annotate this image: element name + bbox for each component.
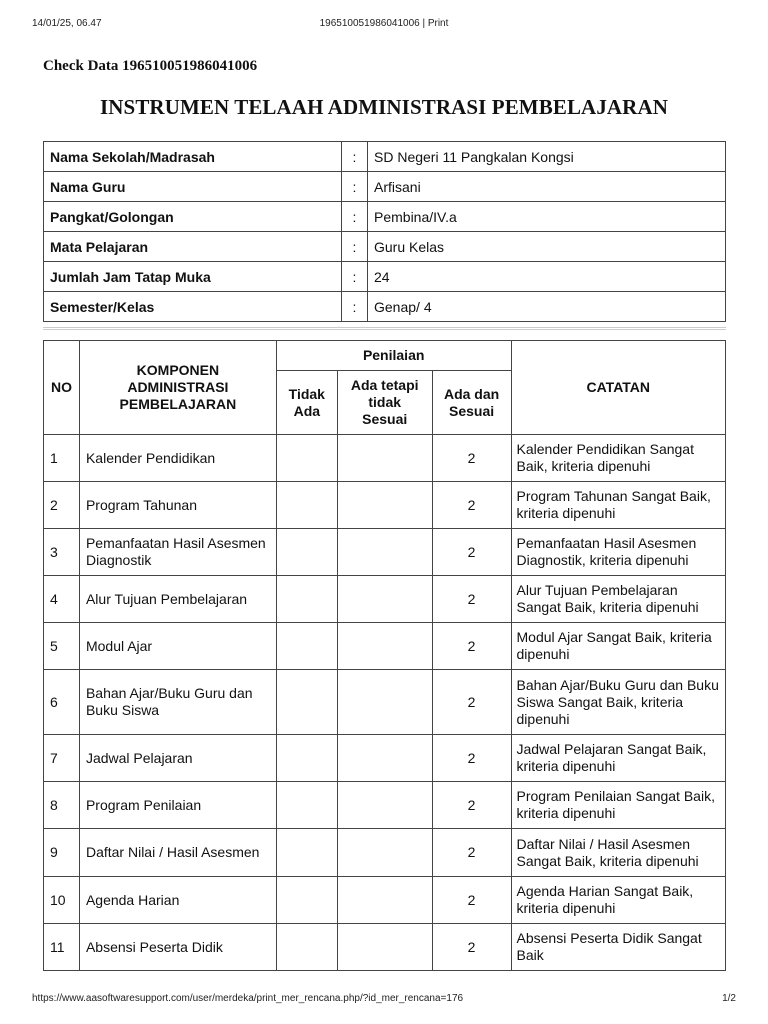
print-datetime: 14/01/25, 06.47: [32, 18, 102, 29]
info-row: [44, 142, 726, 172]
score-not-present: [276, 623, 337, 670]
row-note: Pemanfaatan Hasil Asesmen Diagnostik, kriteria dipenuhi: [511, 529, 725, 576]
table-row: [44, 576, 726, 623]
score-not-present: [276, 670, 337, 735]
score-present-not-fit: [337, 482, 432, 529]
info-label: Nama Guru: [44, 172, 342, 202]
print-page-title: 196510051986041006 | Print: [319, 18, 449, 29]
row-component: Modul Ajar: [79, 623, 276, 670]
score-present-fit: 2: [432, 482, 511, 529]
score-present-not-fit: [337, 735, 432, 782]
col-header-no: NO: [44, 341, 80, 435]
assessment-table: [43, 340, 726, 971]
row-note: Agenda Harian Sangat Baik, kriteria dipenuhi: [511, 877, 725, 924]
section-divider: [43, 327, 726, 330]
score-not-present: [276, 435, 337, 482]
score-not-present: [276, 735, 337, 782]
score-present-not-fit: [337, 435, 432, 482]
score-not-present: [276, 576, 337, 623]
row-note: Kalender Pendidikan Sangat Baik, kriteria dipenuhi: [511, 435, 725, 482]
row-number: 11: [44, 924, 80, 971]
info-row: [44, 202, 726, 232]
score-not-present: [276, 877, 337, 924]
row-number: 4: [44, 576, 80, 623]
table-row: [44, 877, 726, 924]
info-label: Semester/Kelas: [44, 292, 342, 322]
score-present-not-fit: [337, 670, 432, 735]
check-data-heading: Check Data 196510051986041006: [43, 58, 258, 74]
table-row: [44, 529, 726, 576]
info-value: Arfisani: [368, 172, 726, 202]
document-title: INSTRUMEN TELAAH ADMINISTRASI PEMBELAJARAN: [100, 95, 668, 119]
score-present-not-fit: [337, 576, 432, 623]
info-label: Mata Pelajaran: [44, 232, 342, 262]
info-value: Guru Kelas: [368, 232, 726, 262]
info-separator: :: [342, 292, 368, 322]
score-present-fit: 2: [432, 877, 511, 924]
score-present-not-fit: [337, 782, 432, 829]
table-row: [44, 735, 726, 782]
info-separator: :: [342, 142, 368, 172]
col-header-assessment: Penilaian: [276, 341, 511, 371]
row-number: 8: [44, 782, 80, 829]
teacher-info-table: [43, 141, 726, 322]
info-row: [44, 232, 726, 262]
score-not-present: [276, 829, 337, 877]
score-present-fit: 2: [432, 782, 511, 829]
info-label: Pangkat/Golongan: [44, 202, 342, 232]
row-note: Program Tahunan Sangat Baik, kriteria dipenuhi: [511, 482, 725, 529]
row-number: 9: [44, 829, 80, 877]
col-header-present-fit: Ada dan Sesuai: [432, 371, 511, 435]
col-header-not-present: Tidak Ada: [276, 371, 337, 435]
info-label: Jumlah Jam Tatap Muka: [44, 262, 342, 292]
print-url: https://www.aasoftwaresupport.com/user/merdeka/print_mer_rencana.php/?id_mer_rencana=176: [32, 993, 464, 1004]
table-row: [44, 435, 726, 482]
score-present-not-fit: [337, 829, 432, 877]
table-row: [44, 623, 726, 670]
row-number: 1: [44, 435, 80, 482]
row-component: Bahan Ajar/Buku Guru dan Buku Siswa: [79, 670, 276, 735]
row-number: 6: [44, 670, 80, 735]
print-header: [32, 18, 736, 32]
row-note: Absensi Peserta Didik Sangat Baik: [511, 924, 725, 971]
row-number: 2: [44, 482, 80, 529]
row-component: Pemanfaatan Hasil Asesmen Diagnostik: [79, 529, 276, 576]
row-component: Program Tahunan: [79, 482, 276, 529]
score-present-not-fit: [337, 877, 432, 924]
row-note: Bahan Ajar/Buku Guru dan Buku Siswa Sangat Baik, kriteria dipenuhi: [511, 670, 725, 735]
score-present-not-fit: [337, 529, 432, 576]
print-page-number: 1/2: [722, 993, 736, 1004]
score-present-fit: 2: [432, 529, 511, 576]
print-footer: [32, 993, 736, 1004]
row-number: 7: [44, 735, 80, 782]
row-note: Modul Ajar Sangat Baik, kriteria dipenuhi: [511, 623, 725, 670]
row-component: Daftar Nilai / Hasil Asesmen: [79, 829, 276, 877]
info-label: Nama Sekolah/Madrasah: [44, 142, 342, 172]
info-row: [44, 292, 726, 322]
row-component: Kalender Pendidikan: [79, 435, 276, 482]
score-not-present: [276, 782, 337, 829]
table-row: [44, 829, 726, 877]
info-separator: :: [342, 202, 368, 232]
row-note: Program Penilaian Sangat Baik, kriteria dipenuhi: [511, 782, 725, 829]
col-header-component: KOMPONEN ADMINISTRASI PEMBELAJARAN: [79, 341, 276, 435]
table-row: [44, 482, 726, 529]
info-separator: :: [342, 232, 368, 262]
info-row: [44, 262, 726, 292]
row-component: Program Penilaian: [79, 782, 276, 829]
col-header-present-not-fit: Ada tetapi tidak Sesuai: [337, 371, 432, 435]
score-present-not-fit: [337, 924, 432, 971]
row-component: Alur Tujuan Pembelajaran: [79, 576, 276, 623]
row-number: 10: [44, 877, 80, 924]
table-row: [44, 670, 726, 735]
row-component: Absensi Peserta Didik: [79, 924, 276, 971]
row-number: 5: [44, 623, 80, 670]
score-present-fit: 2: [432, 435, 511, 482]
score-not-present: [276, 924, 337, 971]
score-present-fit: 2: [432, 576, 511, 623]
score-present-fit: 2: [432, 623, 511, 670]
score-not-present: [276, 482, 337, 529]
header-row: [44, 341, 726, 371]
score-present-fit: 2: [432, 924, 511, 971]
score-not-present: [276, 529, 337, 576]
score-present-fit: 2: [432, 670, 511, 735]
info-value: SD Negeri 11 Pangkalan Kongsi: [368, 142, 726, 172]
table-row: [44, 924, 726, 971]
info-separator: :: [342, 172, 368, 202]
row-number: 3: [44, 529, 80, 576]
row-component: Jadwal Pelajaran: [79, 735, 276, 782]
table-row: [44, 782, 726, 829]
info-separator: :: [342, 262, 368, 292]
row-component: Agenda Harian: [79, 877, 276, 924]
row-note: Alur Tujuan Pembelajaran Sangat Baik, kriteria dipenuhi: [511, 576, 725, 623]
col-header-notes: CATATAN: [511, 341, 725, 435]
info-value: Pembina/IV.a: [368, 202, 726, 232]
row-note: Daftar Nilai / Hasil Asesmen Sangat Baik, kriteria dipenuhi: [511, 829, 725, 877]
info-row: [44, 172, 726, 202]
score-present-fit: 2: [432, 735, 511, 782]
row-note: Jadwal Pelajaran Sangat Baik, kriteria dipenuhi: [511, 735, 725, 782]
info-value: Genap/ 4: [368, 292, 726, 322]
info-value: 24: [368, 262, 726, 292]
score-present-not-fit: [337, 623, 432, 670]
score-present-fit: 2: [432, 829, 511, 877]
